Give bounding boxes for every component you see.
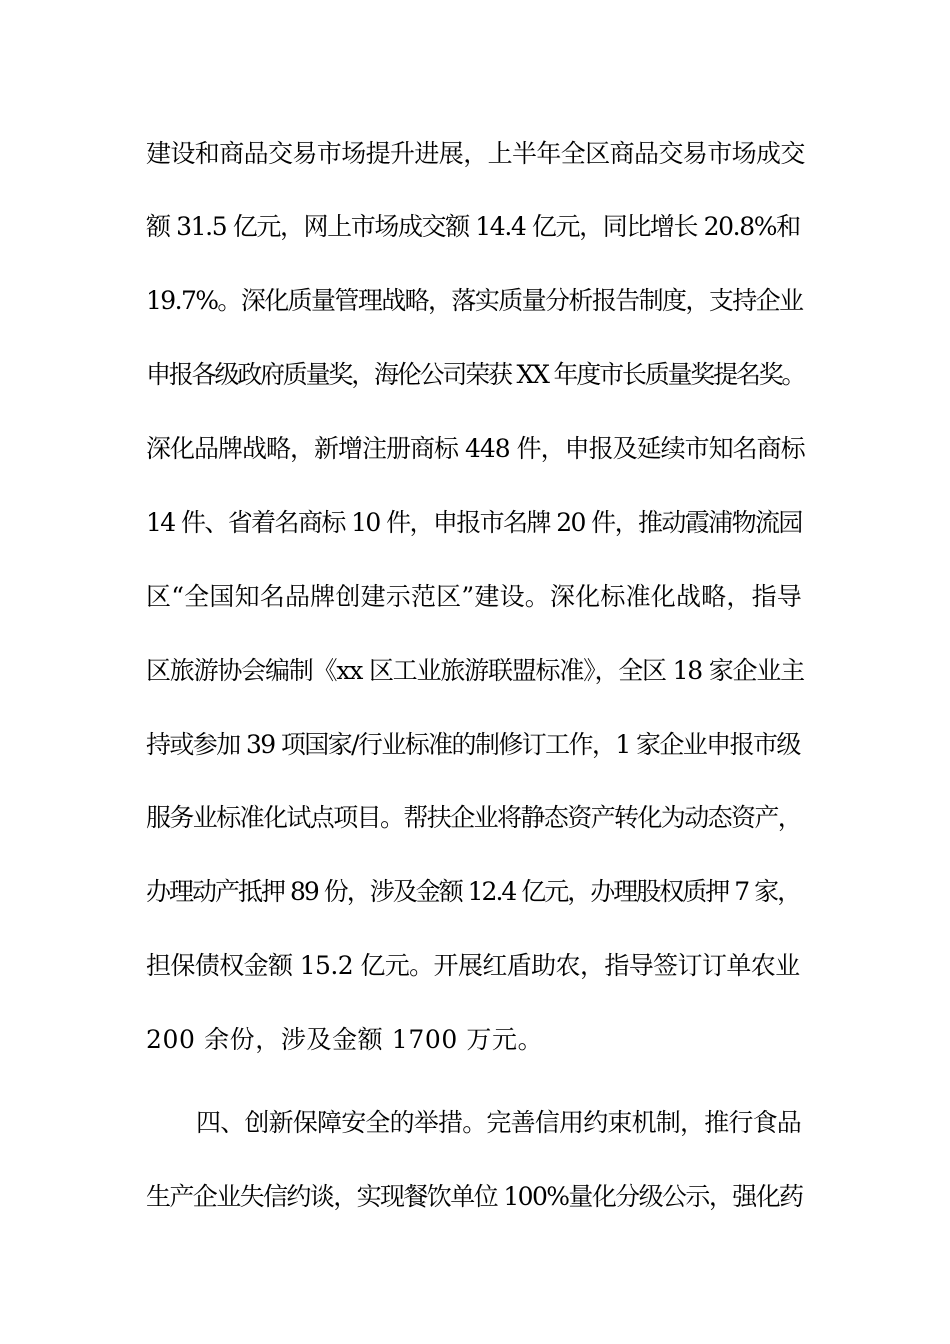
text-line: 14 件、省着名商标 10 件，申报市名牌 20 件，推动霞浦物流园 [146,508,802,537]
text-line: 生产企业失信约谈，实现餐饮单位 100%量化分级公示，强化药 [146,1182,803,1211]
text-line: 办理动产抵押 89 份，涉及金额 12.4 亿元，办理股权质押 7 家， [146,877,801,906]
text-line: 担保债权金额 15.2 亿元。开展红盾助农，指导签订订单农业 [146,951,800,980]
text-line: 区旅游协会编制《xx 区工业旅游联盟标准》，全区 18 家企业主 [146,656,804,685]
text-line: 200 余份，涉及金额 1700 万元。 [146,1025,544,1054]
section-heading-line: 四、创新保障安全的举措。完善信用约束机制，推行食品 [196,1108,802,1137]
text-line: 服务业标准化试点项目。帮扶企业将静态资产转化为动态资产， [146,803,802,832]
text-line: 建设和商品交易市场提升进展，上半年全区商品交易市场成交 [146,139,805,168]
text-line: 持或参加 39 项国家/行业标准的制修订工作，1 家企业申报市级 [146,730,800,759]
text-line: 额 31.5 亿元，网上市场成交额 14.4 亿元，同比增长 20.8%和 [146,212,800,241]
text-line: 深化品牌战略，新增注册商标 448 件，申报及延续市知名商标 [146,434,805,463]
text-line: 19.7%。深化质量管理战略，落实质量分析报告制度，支持企业 [146,286,803,315]
text-line: 申报各级政府质量奖，海伦公司荣获 XX 年度市长质量奖提名奖。 [146,360,805,389]
text-line: 区“全国知名品牌创建示范区”建设。深化标准化战略，指导 [146,582,802,611]
